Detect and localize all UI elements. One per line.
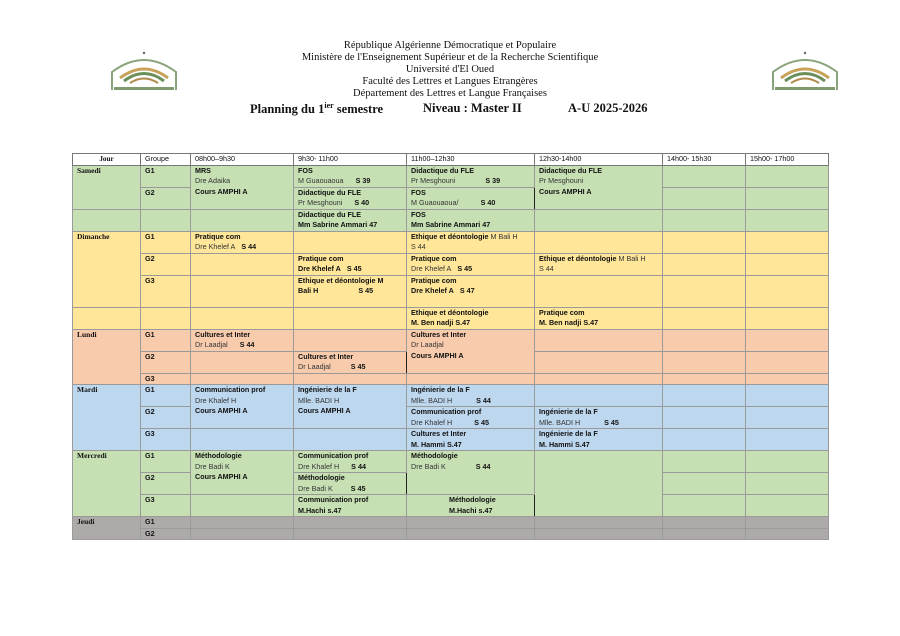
course-title: Pratique com <box>411 253 457 263</box>
header-republic: République Algérienne Démocratique et Populaire <box>343 40 557 51</box>
empty-cell <box>191 495 294 517</box>
empty-cell <box>663 528 746 540</box>
group-cell: G3 <box>141 495 191 517</box>
course-prof: M. Hammi S.47 <box>411 439 462 449</box>
table-row <box>73 517 829 529</box>
day-dimanche: Dimanche <box>73 231 141 307</box>
course-prof: Dre Khelef A <box>411 286 454 295</box>
planning-suffix: semestre <box>333 102 384 117</box>
course-title: Ingénierie de la F <box>411 385 470 394</box>
course-title: Communication prof <box>411 407 482 416</box>
empty-cell <box>294 429 407 451</box>
empty-cell <box>294 373 407 385</box>
course-title: Ingénierie de la F <box>539 407 598 416</box>
empty-cell <box>746 373 829 385</box>
course-cell <box>407 385 535 407</box>
group-cell: G2 <box>141 187 191 209</box>
empty-cell <box>663 307 746 329</box>
course-cell <box>407 307 535 329</box>
course-prof: M Guaouaoua <box>298 176 344 185</box>
empty-cell <box>746 429 829 451</box>
course-prof: Dr Laadjal <box>195 340 228 349</box>
course-cell <box>294 275 407 307</box>
group-cell: G1 <box>141 517 191 529</box>
course-room: S 44 <box>475 461 491 471</box>
course-prof: M Bali H <box>618 253 646 263</box>
course-cell <box>294 165 407 187</box>
col-header-groupe: Groupe <box>141 154 191 166</box>
course-prof: M. Ben nadji S.47 <box>411 318 471 327</box>
header-university: Université d'El Oued <box>405 64 495 75</box>
empty-cell <box>663 451 746 473</box>
header-faculty: Faculté des Lettres et Langues Etrangères <box>362 76 538 87</box>
empty-cell <box>407 517 535 529</box>
course-title: Communication prof <box>298 451 369 460</box>
course-cell <box>191 451 294 495</box>
course-prof: Mlle. BADI H <box>298 395 340 405</box>
col-header-slot-6: 15h00- 17h00 <box>746 154 829 166</box>
planning-sup: ier <box>324 101 334 110</box>
header-ministry: Ministère de l'Enseignement Supérieur et de la Recherche Scientifique <box>301 52 599 63</box>
empty-cell <box>535 528 663 540</box>
table-row <box>73 187 829 209</box>
course-room: S 40 <box>354 198 370 207</box>
course-cell <box>407 451 535 495</box>
empty-cell <box>746 473 829 495</box>
course-prof: M.Hachi s.47 <box>449 505 493 515</box>
empty-cell <box>746 275 829 307</box>
table-row <box>73 165 829 187</box>
course-title: MRS <box>195 165 211 175</box>
col-header-slot-5: 14h00- 15h30 <box>663 154 746 166</box>
course-cell <box>535 407 663 429</box>
course-prof: M.Hachi s.47 <box>298 505 342 515</box>
course-room: S 44 <box>539 264 554 273</box>
col-header-slot-4: 12h30-14h00 <box>535 154 663 166</box>
course-note: Cours AMPHI A <box>298 406 351 415</box>
course-prof: Dre Adaika <box>195 176 231 185</box>
empty-cell <box>746 231 829 253</box>
empty-cell <box>294 528 407 540</box>
table-row <box>73 253 829 275</box>
empty-cell <box>663 407 746 429</box>
course-title: Ingénierie de la F <box>298 385 357 394</box>
empty-cell <box>407 373 535 385</box>
niveau-label: Niveau : Master II <box>423 101 522 115</box>
course-room: S 45 <box>457 264 473 273</box>
course-cell <box>407 495 535 517</box>
course-title: Pratique com <box>539 307 585 317</box>
empty-cell <box>191 429 294 451</box>
planning-prefix: Planning du 1 <box>250 102 325 117</box>
group-cell: G2 <box>141 253 191 275</box>
day-lundi: Lundi <box>73 329 141 385</box>
empty-cell <box>663 373 746 385</box>
col-header-slot-3: 11h00–12h30 <box>407 154 535 166</box>
group-cell: G2 <box>141 528 191 540</box>
empty-cell <box>746 209 829 231</box>
group-cell: G2 <box>141 407 191 429</box>
course-room: S 40 <box>480 198 496 207</box>
course-title: Ethique et déontologie <box>411 231 489 241</box>
group-cell: G1 <box>141 231 191 253</box>
course-title: Pratique com <box>195 231 241 241</box>
empty-cell <box>294 329 407 351</box>
course-prof: Dre Khalef H <box>411 417 453 427</box>
empty-cell <box>535 209 663 231</box>
course-cell <box>407 429 535 451</box>
academic-year: A-U 2025-2026 <box>568 101 648 115</box>
empty-cell <box>294 517 407 529</box>
table-row <box>73 407 829 429</box>
table-row <box>73 209 829 231</box>
group-cell: G2 <box>141 351 191 373</box>
empty-cell <box>191 351 294 373</box>
empty-cell <box>663 329 746 351</box>
course-title: Méthodologie <box>411 451 458 460</box>
course-cell <box>407 165 535 187</box>
empty-cell <box>191 307 294 329</box>
course-title: Pratique com <box>411 275 457 285</box>
empty-cell <box>746 517 829 529</box>
empty-cell <box>535 231 663 253</box>
course-prof: Pr Mesghouni <box>298 198 343 207</box>
empty-cell <box>746 187 829 209</box>
course-title: Didactique du FLE <box>298 209 362 219</box>
day-samedi: Samedi <box>73 165 141 209</box>
empty-cell <box>407 528 535 540</box>
empty-cell <box>73 307 141 329</box>
day-mercredi: Mercredi <box>73 451 141 517</box>
course-cell <box>407 407 535 429</box>
course-title: Communication prof <box>195 385 266 394</box>
empty-cell <box>746 329 829 351</box>
course-cell <box>294 473 407 495</box>
course-title: Ethique et déontologie <box>539 253 617 263</box>
planning-title <box>250 101 383 117</box>
empty-cell <box>663 187 746 209</box>
course-prof: M. Hammi S.47 <box>539 439 590 449</box>
col-header-jour: Jour <box>73 154 141 166</box>
course-title: Didactique du FLE <box>539 165 603 175</box>
group-cell: G3 <box>141 275 191 307</box>
empty-cell <box>663 495 746 517</box>
empty-cell <box>663 429 746 451</box>
empty-cell <box>746 451 829 473</box>
empty-cell <box>191 209 294 231</box>
course-note: Cours AMPHI A <box>195 406 248 415</box>
empty-cell <box>746 351 829 373</box>
empty-cell <box>141 307 191 329</box>
course-prof: Mm Sabrine Ammari 47 <box>411 220 491 229</box>
empty-cell <box>663 385 746 407</box>
course-room: S 39 <box>485 176 501 185</box>
course-room: S 45 <box>358 286 374 295</box>
empty-cell <box>663 275 746 307</box>
empty-cell <box>663 473 746 495</box>
empty-cell <box>746 165 829 187</box>
header-department: Département des Lettres et Langue Françaises <box>353 88 547 99</box>
empty-cell <box>535 329 663 351</box>
course-title: Didactique du FLE <box>298 187 362 197</box>
day-mardi: Mardi <box>73 385 141 451</box>
course-cell <box>407 329 535 373</box>
course-title: Cultures et Inter <box>195 329 251 339</box>
empty-cell <box>746 253 829 275</box>
course-room: S 44 <box>241 242 257 251</box>
course-title: Didactique du FLE <box>411 165 475 175</box>
course-prof: Dre Badi K <box>195 461 230 471</box>
col-header-slot-1: 08h00–9h30 <box>191 154 294 166</box>
course-title: Ethique et déontologie M <box>298 275 384 285</box>
course-title: Communication prof <box>298 495 369 504</box>
table-row <box>73 429 829 451</box>
empty-cell <box>663 165 746 187</box>
course-title: FOS <box>411 209 426 219</box>
empty-cell <box>191 528 294 540</box>
group-cell: G3 <box>141 373 191 385</box>
empty-cell <box>746 307 829 329</box>
course-room: S 45 <box>474 417 489 427</box>
course-prof: Dre Khelef A <box>298 264 341 273</box>
course-room: S 45 <box>604 417 619 427</box>
course-prof: Dre Khalef H <box>195 395 237 405</box>
empty-cell <box>663 253 746 275</box>
course-title: Méthodologie <box>449 495 496 504</box>
empty-cell <box>746 385 829 407</box>
course-prof: Dre Badi K <box>411 461 446 471</box>
table-row <box>73 495 829 517</box>
empty-cell <box>535 351 663 373</box>
course-room: S 45 <box>350 362 366 371</box>
group-cell: G1 <box>141 385 191 407</box>
course-room: S 44 <box>476 395 491 405</box>
course-cell <box>535 165 663 209</box>
course-note: Cours AMPHI A <box>195 186 248 196</box>
course-room: S 39 <box>355 176 371 185</box>
course-prof: Dr Laadjal <box>298 362 331 371</box>
empty-cell <box>663 231 746 253</box>
course-cell <box>191 385 294 429</box>
course-cell <box>294 351 407 373</box>
empty-cell <box>746 528 829 540</box>
course-room: S 45 <box>350 483 366 493</box>
title-row <box>0 101 900 117</box>
table-row <box>73 373 829 385</box>
empty-cell <box>746 407 829 429</box>
course-cell <box>294 495 407 517</box>
empty-cell <box>663 517 746 529</box>
course-prof: Mlle. BADI H <box>539 417 581 427</box>
empty-cell <box>535 385 663 407</box>
course-title: Méthodologie <box>195 451 242 460</box>
course-cell <box>294 385 407 429</box>
table-row <box>73 307 829 329</box>
course-prof: Dr Laadjal <box>411 340 444 349</box>
course-prof: Mlle. BADI H <box>411 395 453 405</box>
table-row <box>73 451 829 473</box>
table-row <box>73 329 829 351</box>
course-prof: M. Ben nadji S.47 <box>539 318 599 327</box>
course-room: S 44 <box>411 242 426 251</box>
course-note: Cours AMPHI A <box>195 472 248 481</box>
course-cell <box>535 307 663 329</box>
course-title: Cultures et Inter <box>411 329 467 339</box>
course-room: S 44 <box>351 461 366 471</box>
course-cell <box>294 253 407 275</box>
table-row <box>73 231 829 253</box>
group-cell: G1 <box>141 165 191 187</box>
course-cell <box>294 187 407 209</box>
course-cell <box>191 231 294 253</box>
course-cell <box>407 253 535 275</box>
course-cell <box>294 209 407 231</box>
course-room: S 47 <box>459 286 475 295</box>
course-cell <box>407 275 535 307</box>
course-note: Cours AMPHI A <box>539 186 592 196</box>
course-prof: Pr Mesghouni <box>539 176 584 185</box>
empty-cell <box>663 351 746 373</box>
empty-cell <box>294 307 407 329</box>
course-cell <box>294 451 407 473</box>
empty-cell <box>191 253 294 275</box>
course-title: Ethique et déontologie <box>411 307 489 317</box>
course-cell <box>191 329 294 351</box>
empty-cell <box>535 517 663 529</box>
course-prof: Bali H <box>298 286 319 295</box>
course-prof: Mm Sabrine Ammari 47 <box>298 220 378 229</box>
course-cell <box>535 429 663 451</box>
course-title: Ingénierie de la F <box>539 429 598 438</box>
course-prof: Dre Badi K <box>298 483 333 493</box>
course-cell <box>407 187 535 209</box>
empty-cell <box>141 209 191 231</box>
empty-cell <box>191 275 294 307</box>
course-cell <box>535 253 663 275</box>
course-prof: Dre Khelef A <box>411 264 452 273</box>
course-prof: M Guaouaoua/ <box>411 198 459 207</box>
header-row <box>73 154 829 166</box>
table-row <box>73 275 829 307</box>
group-cell: G3 <box>141 429 191 451</box>
empty-cell <box>535 373 663 385</box>
course-cell <box>407 209 535 231</box>
empty-cell <box>191 373 294 385</box>
course-prof: Dre Khalef H <box>298 461 340 471</box>
empty-cell <box>73 209 141 231</box>
course-prof: Dre Khelef A <box>195 242 236 251</box>
course-title: Cultures et Inter <box>298 351 354 361</box>
empty-cell <box>535 275 663 307</box>
course-title: FOS <box>298 165 313 175</box>
table-row <box>73 528 829 540</box>
course-title: Cultures et Inter <box>411 429 467 438</box>
table-row <box>73 385 829 407</box>
course-title: Pratique com <box>298 253 344 263</box>
course-title: Méthodologie <box>298 473 345 482</box>
group-cell: G1 <box>141 329 191 351</box>
empty-cell <box>294 231 407 253</box>
day-jeudi: Jeudi <box>73 517 141 540</box>
course-prof: Pr Mesghouni <box>411 176 456 185</box>
course-room: S 44 <box>239 340 255 349</box>
course-title: FOS <box>411 187 426 197</box>
course-cell <box>407 231 535 253</box>
col-header-slot-2: 9h30- 11h00 <box>294 154 407 166</box>
schedule-table <box>72 153 829 540</box>
course-prof: M Bali H <box>490 231 518 241</box>
course-room: S 45 <box>346 264 362 273</box>
course-cell <box>191 165 294 209</box>
empty-cell <box>191 517 294 529</box>
empty-cell <box>663 209 746 231</box>
course-note: Cours AMPHI A <box>411 350 464 360</box>
empty-cell <box>746 495 829 517</box>
empty-cell <box>535 451 663 517</box>
group-cell: G2 <box>141 473 191 495</box>
group-cell: G1 <box>141 451 191 473</box>
